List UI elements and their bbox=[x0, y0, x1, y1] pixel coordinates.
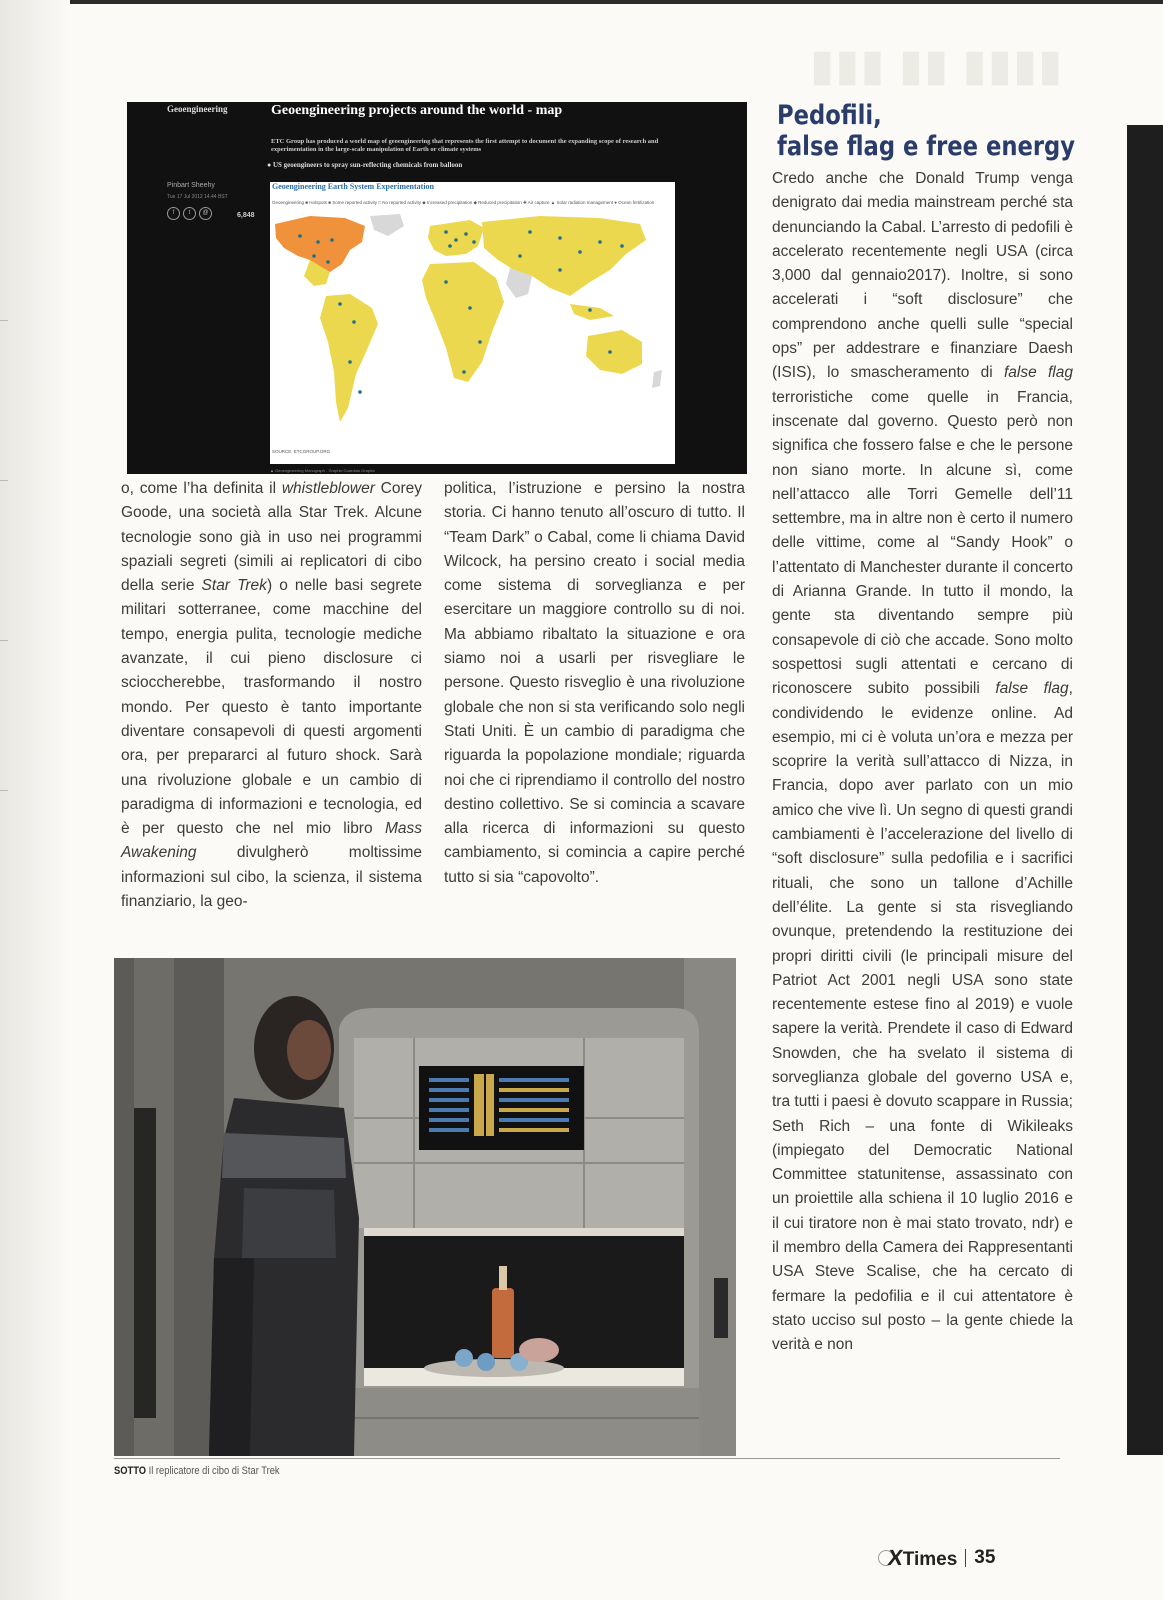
facebook-icon: f bbox=[167, 207, 180, 220]
page-gutter bbox=[0, 0, 70, 1600]
text-column-3 bbox=[772, 167, 1073, 1358]
footer-divider bbox=[965, 1549, 966, 1567]
page-top-edge bbox=[70, 0, 1163, 4]
body-text-segment: false flag bbox=[995, 680, 1069, 698]
body-text-segment: politica, l’istruzione e persino la nostra storia. Ci hanno tenuto all’oscuro di tutto. Il “Team Dark” o Cabal, come li chiama David Wilcock, ha persino creato i social media come sistema di sorveglianza e per esercitare un maggiore controllo su di noi. Ma abbiamo ribaltato la situazione e ora siamo noi a usarli per risvegliare le persone. Questo risveglio è una rivoluzione globale che non si sta verificando solo negli Stati Uniti. È un cambio di paradigma che riguarda la popolazione mondiale; riguarda noi che ci riprendiamo il controllo del nostro destino collettivo. Se si comincia a scavare alla ricerca di informazioni su questo cambiamento, si comincia a capire perché tutto si sia “capovolto”. bbox=[444, 480, 745, 886]
caption-rule bbox=[114, 1458, 1060, 1459]
body-text-segment: divulgherò moltissime informazioni sul cibo, la scienza, il sistema finanziario, la geo- bbox=[121, 844, 422, 911]
geoengineering-map-image bbox=[127, 102, 747, 474]
photo-caption bbox=[114, 1465, 280, 1477]
body-text-segment: Star Trek bbox=[201, 577, 267, 595]
body-text-segment: ) o nelle basi segrete militari sotterranee, come macchine del tempo, energia pulita, tecnologie mediche avanzate, il cui pieno disclosure ci scioccherebbe, trasformando il nostro mondo. Per questo è tanto importante diventare consapevoli di questi argomenti ora, per prepararci al futuro shock. Sarà una rivoluzione globale e un cambio di paradigma di informazioni e tecnologia, ed è per questo che nel mio libro bbox=[121, 577, 422, 838]
email-icon: @ bbox=[199, 207, 212, 220]
headline-line-1: Pedofili, bbox=[777, 100, 882, 131]
map-title: Geoengineering projects around the world - map bbox=[271, 103, 563, 118]
map-date: Tue 17 Jul 2012 14.44 BST bbox=[167, 194, 228, 200]
map-legend: Geoengineering ■ Hotspots ■ Some reported activity □ No reported activity ◆ Increased precipitation ◆ Reduced precipitation ✚ Air capture ▲ Solar radiation management ● Ocean fertilization bbox=[272, 200, 655, 205]
page-number: 35 bbox=[974, 1547, 996, 1568]
article-headline bbox=[777, 100, 1076, 162]
body-text-segment: whistleblower bbox=[281, 480, 375, 497]
replicator-photo bbox=[114, 958, 736, 1456]
world-map bbox=[270, 212, 675, 448]
map-canvas-title: Geoengineering Earth System Experimentation bbox=[272, 182, 434, 191]
text-column-2 bbox=[444, 477, 745, 890]
map-footer: ▲ Geoengineering Monograph - Graphic Guardian Graphic bbox=[270, 468, 376, 473]
body-text-segment: terroristiche come quelle in Francia, inscenate dal governo. Questo però non significa che fossero false e che le persone non siano morte. In alcune sì, come nell’attacco alle Torri Gemelle dell’11 settembre, ma in altre non è certo il numero delle vittime, come al “Sandy Hook” o l’attentato di Manchester durante il concerto di Arianna Grande. In tutto il mondo, la gente sta diventando sempre più consapevole di ciò che accade. Sono molto sospettosi sugli attentati e cercano di riconoscere subito possibili bbox=[772, 388, 1073, 698]
twitter-icon: t bbox=[183, 207, 196, 220]
right-edge-bar bbox=[1127, 125, 1163, 1455]
page-footer bbox=[878, 1545, 995, 1571]
body-text-segment: Corey Goode, una società alla Star Trek. Alcune tecnologie sono già in uso nei programmi spaziali segreti (simili ai replicatori di cibo della serie bbox=[121, 480, 423, 595]
body-text-segment: , condividendo le evidenze online. Ad esempio, mi ci è voluta un’ora e mezza per scoprire la verità sull’attacco di Nizza, in Francia, dopo aver parlato con un mio amico che vive lì. Un segno di questi grandi cambiamenti è l’accelerazione del livello di “soft disclosure” sulla pedofilia e i sacrifici rituali, che sono un tallone d’Achille dell’élite. La gente si sta risvegliando ovunque, pretendendo la restituzione dei propri diritti civili (le principali misure del Patriot Act 2001 negli USA sono state recentemente estese fino al 2019) e vuole sapere la verità. Prendete il caso di Edward Snowden, che ha svelato il sistema di sorveglianza globale del governo USA e, tra tutti i paesi è dovuto scappare in Russia; Seth Rich – una fonte di Wikileaks (impiegato del Democratic National Committee statunitense, assassinato con un proiettile alla schiena il 10 luglio 2016 e il cui tiratore non è mai stato trovato, ndr) e il membro della Camera dei Rappresentanti USA Steve Scalise, che ha cercato di fermare la pedofilia e il cui attentatore è stato ucciso sul posto – la gente chiede la verità e non bbox=[772, 680, 1073, 1354]
body-text-segment: o, come l’ha definita il bbox=[121, 480, 282, 497]
caption-text: Il replicatore di cibo di Star Trek bbox=[146, 1465, 280, 1477]
map-related-link: ● US geoengineers to spray sun-reflecting chemicals from balloon bbox=[267, 161, 463, 169]
map-share-count: 6,848 bbox=[237, 212, 255, 219]
caption-label: SOTTO bbox=[114, 1465, 147, 1477]
map-social-icons bbox=[167, 207, 212, 220]
body-text-segment: false flag bbox=[1003, 364, 1073, 382]
magazine-logo: XTimes bbox=[878, 1545, 957, 1571]
body-text-segment: Mass Awakening bbox=[121, 820, 422, 862]
body-text-segment: Credo anche che Donald Trump venga denigrato dai media mainstream perché sta denunciando la Cabal. L’arresto di pedofili è accelerato recentemente negli USA (circa 3,000 dal gennaio2017). Inoltre, si sono accelerati i “soft disclosure” che comprendono anche quelli sulle “special ops” per addestrare e finanziare Daesh (ISIS), lo smascheramento di bbox=[772, 170, 1073, 382]
map-author: Pinbart Sheehy bbox=[167, 182, 215, 189]
map-source: SOURCE: ETCGROUP.ORG bbox=[272, 449, 331, 454]
map-canvas bbox=[270, 182, 675, 464]
map-section-label: Geoengineering bbox=[167, 104, 228, 114]
headline-line-2: false flag e free energy bbox=[777, 131, 1076, 162]
text-column-1 bbox=[121, 477, 422, 914]
ghost-text-bleed: ▮▮▮ ▮▮ ▮▮▮▮ bbox=[810, 41, 1064, 90]
map-description: ETC Group has produced a world map of geoengineering that represents the first attempt to document the expanding scope of research and experimentation in the large-scale manipulation of Earth or climate systems bbox=[271, 138, 659, 153]
